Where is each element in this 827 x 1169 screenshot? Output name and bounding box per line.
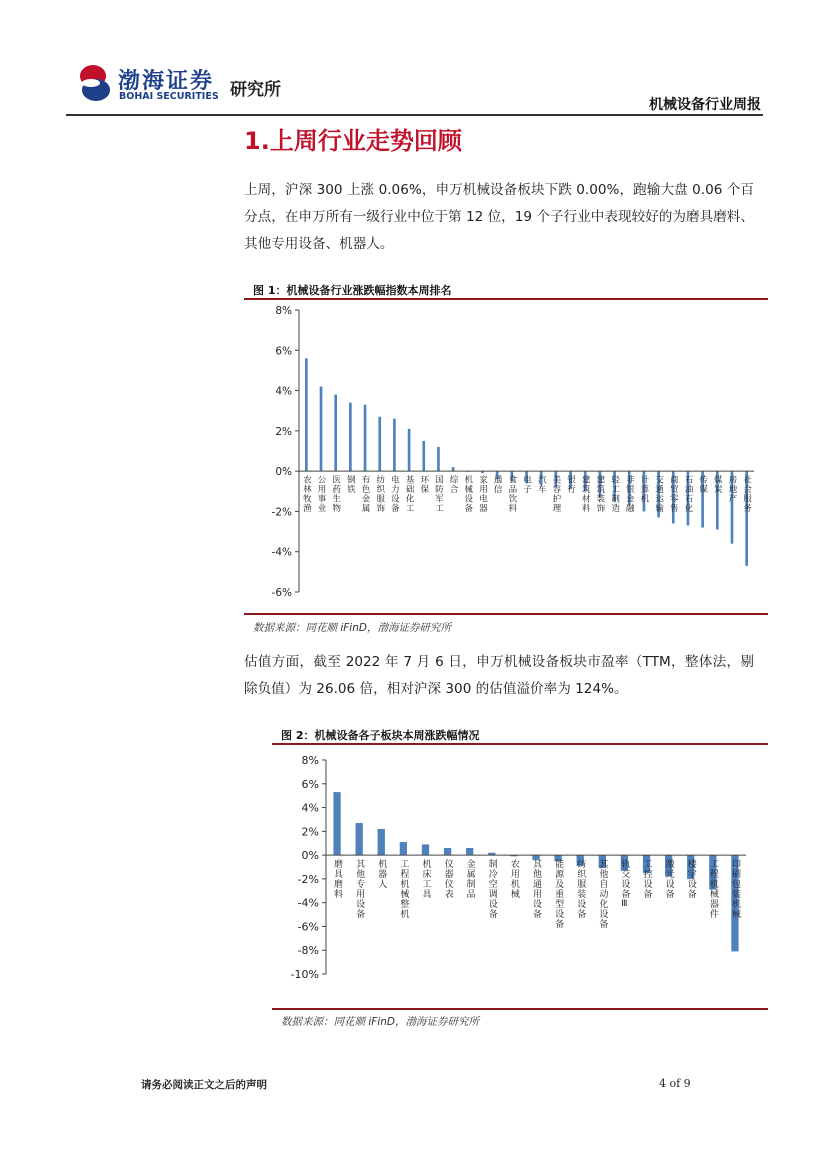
category-label: 机器人: [376, 859, 387, 890]
section-title: 1.上周行业走势回顾: [244, 127, 462, 155]
y-tick-label: -8%: [297, 944, 319, 958]
bar-机床工具: [422, 844, 429, 855]
category-label: 建筑材料: [580, 475, 591, 514]
paragraph-market-review: 上周，沪深 300 上涨 0.06%，申万机械设备板块下跌 0.00%，跑输大盘 0.06 个百分点，在申万所有一级行业中位于第 12 位，19 个子行业中表现较好的为磨具磨料、其他专用设备、机器人。: [244, 182, 754, 252]
institute-label: 研究所: [230, 80, 281, 100]
figure2-source: 数据来源：同花顺 iFinD，渤海证券研究所: [281, 1016, 479, 1028]
category-label: 房地产: [726, 475, 737, 504]
category-label: 钢铁: [345, 475, 356, 495]
y-tick-label: 2%: [301, 825, 319, 839]
figure1-bar-chart: [244, 302, 768, 612]
figure2-bottom-rule: [272, 1008, 768, 1010]
bar-国防军工: [437, 447, 440, 471]
category-label: 金属制品: [464, 859, 475, 900]
bar-机器人: [378, 829, 385, 855]
y-tick-label: -2%: [271, 506, 292, 519]
bar-医药生物: [334, 395, 337, 472]
category-label: 医药生物: [330, 475, 341, 514]
category-label: 公用事业: [316, 475, 327, 514]
bar-农林牧渔: [305, 358, 308, 471]
category-label: 轻工制造: [609, 475, 620, 514]
category-label: 美容护理: [550, 475, 561, 514]
category-label: 通信: [492, 475, 503, 495]
category-label: 激光设备: [663, 859, 674, 900]
y-tick-label: 2%: [275, 425, 292, 438]
bar-有色金属: [364, 405, 367, 471]
category-label: 其他专用设备: [354, 859, 365, 920]
category-label: 环保: [418, 475, 429, 495]
report-title: 机械设备行业周报: [649, 97, 761, 113]
bar-基础化工: [408, 429, 411, 471]
y-tick-label: -6%: [271, 587, 292, 599]
bar-金属制品: [466, 848, 473, 855]
y-tick-label: 8%: [301, 754, 319, 767]
y-tick-label: 0%: [301, 849, 319, 863]
category-label: 印刷包装机械: [729, 859, 740, 920]
y-tick-label: 4%: [275, 385, 292, 398]
category-label: 基础化工: [404, 475, 415, 514]
category-label: 楼宇设备: [685, 859, 696, 900]
company-name-en: BOHAI SECURITIES: [119, 91, 219, 102]
category-label: 煤炭: [712, 475, 723, 495]
company-name-cn: 渤海证券: [118, 69, 215, 94]
y-tick-label: 8%: [275, 305, 292, 317]
bar-其他专用设备: [356, 823, 363, 855]
figure2-title: 图 2：机械设备各子板块本周涨跌幅情况: [281, 729, 480, 742]
category-label: 其他自动化设备: [597, 859, 608, 930]
figure1-top-rule: [244, 298, 768, 300]
category-label: 轨交设备Ⅲ: [619, 859, 630, 911]
category-label: 工程机械器件: [707, 859, 718, 920]
category-label: 工程机械整机: [398, 859, 409, 920]
figure1-title: 图 1：机械设备行业涨跌幅指数本周排名: [253, 284, 452, 297]
category-label: 机床工具: [420, 859, 431, 900]
y-tick-label: -2%: [297, 872, 319, 886]
y-tick-label: 6%: [275, 345, 292, 358]
category-label: 纺织服饰: [374, 475, 385, 514]
header-divider: [66, 114, 763, 116]
category-label: 非银金融: [624, 475, 635, 514]
category-label: 建筑装饰: [594, 475, 605, 514]
category-label: 工控设备: [641, 859, 652, 900]
bar-钢铁: [349, 403, 352, 471]
category-label: 计算机: [638, 475, 649, 504]
y-tick-label: -4%: [271, 546, 292, 559]
page-number: 4 of 9: [659, 1077, 691, 1090]
bar-仪器仪表: [444, 848, 451, 855]
category-label: 仪器仪表: [442, 859, 453, 900]
y-tick-label: 4%: [301, 801, 319, 815]
category-label: 纺织服装设备: [575, 859, 586, 920]
category-label: 食品饮料: [506, 475, 517, 514]
category-label: 交通运输: [653, 475, 664, 514]
category-label: 石油石化: [682, 475, 693, 514]
category-label: 电力设备: [389, 475, 400, 514]
category-label: 银行: [565, 475, 576, 495]
category-label: 磨具磨料: [332, 859, 343, 900]
bar-磨具磨料: [333, 792, 340, 855]
category-label: 农林牧渔: [301, 475, 312, 514]
bar-工程机械整机: [400, 842, 407, 855]
figure2-bar-chart: [272, 748, 768, 988]
category-label: 制冷空调设备: [486, 859, 497, 920]
bar-环保: [422, 441, 425, 471]
footer-disclaimer: 请务必阅读正文之后的声明: [141, 1079, 267, 1091]
category-label: 商贸零售: [668, 475, 679, 514]
category-label: 机械设备: [462, 475, 473, 514]
category-label: 国防军工: [433, 475, 444, 514]
category-label: 汽车: [536, 475, 547, 495]
figure1-bottom-rule: [244, 613, 768, 615]
company-logo-icon: [78, 64, 112, 102]
y-tick-label: 0%: [275, 466, 292, 479]
y-tick-label: -4%: [297, 896, 319, 910]
category-label: 农用机械: [508, 859, 519, 900]
y-tick-label: 6%: [301, 777, 319, 791]
bar-公用事业: [320, 387, 323, 472]
category-label: 传媒: [697, 475, 708, 495]
paragraph-valuation: 估值方面，截至 2022 年 7 月 6 日，申万机械设备板块市盈率（TTM，整体法，剔除负值）为 26.06 倍，相对沪深 300 的估值溢价率为 124%。: [244, 654, 754, 697]
category-label: 能源及重型设备: [553, 859, 564, 930]
category-label: 综合: [448, 475, 459, 495]
y-tick-label: -10%: [290, 968, 319, 981]
figure1-source: 数据来源：同花顺 iFinD，渤海证券研究所: [253, 622, 451, 634]
bar-纺织服饰: [378, 417, 381, 471]
bar-综合: [452, 467, 455, 471]
category-label: 其他通用设备: [531, 859, 541, 920]
bar-电力设备: [393, 419, 396, 471]
category-label: 家用电器: [477, 475, 488, 514]
figure2-top-rule: [272, 743, 768, 745]
category-label: 社会服务: [741, 475, 752, 514]
y-tick-label: -6%: [297, 920, 319, 934]
category-label: 电子: [521, 475, 532, 495]
category-label: 有色金属: [360, 475, 371, 514]
